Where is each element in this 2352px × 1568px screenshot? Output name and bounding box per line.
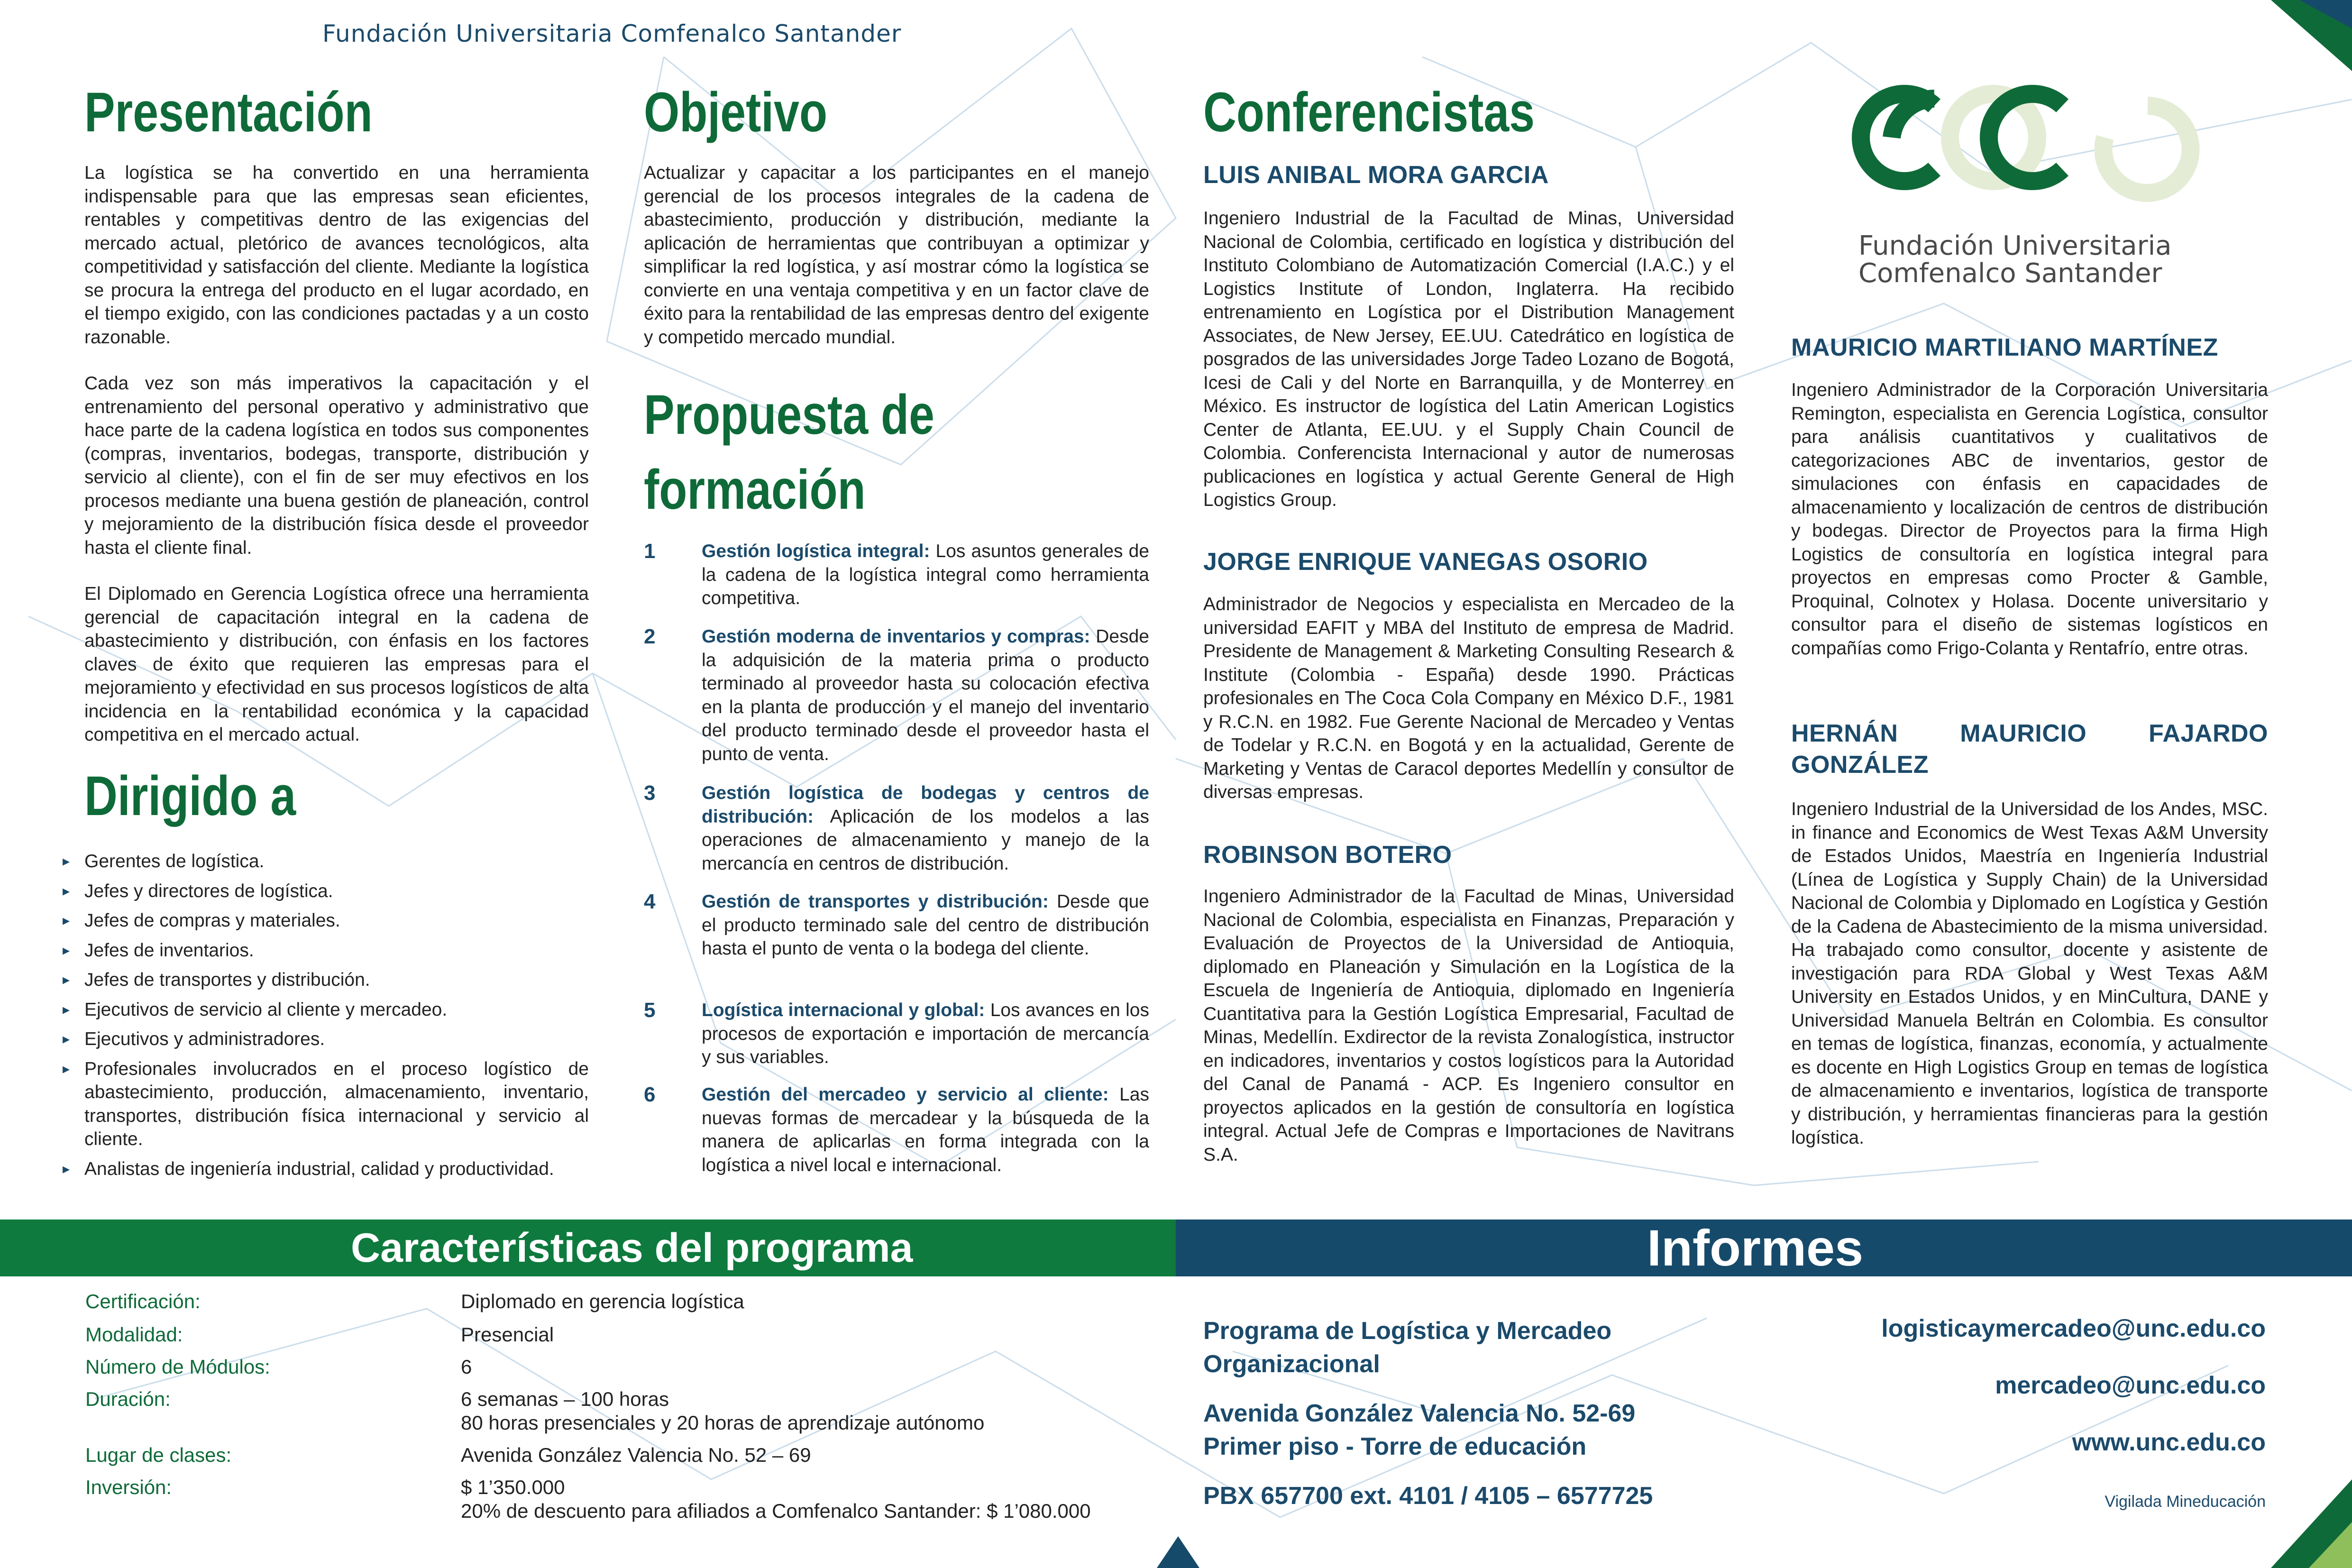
module-text xyxy=(702,540,1149,610)
propuesta-title-line2: formación xyxy=(644,458,866,521)
presentacion-title: Presentación xyxy=(84,81,373,144)
informes-address-line1: Avenida González Valencia No. 52-69 xyxy=(1203,1400,1636,1427)
module-title: Gestión moderna de inventarios y compras: xyxy=(702,626,1090,647)
module-title: Logística internacional y global: xyxy=(702,1000,985,1020)
speaker-bio-luis: Ingeniero Industrial de la Facultad de Minas, Universidad Nacional de Colombia, certificado en logística y distribución del Instituto Colombiano de Automatización Comercial (I.A.C.) y el Logistics Institute of London, Inglaterra. Ha recibido entrenamiento en Logística por el Distribution Management Associates, de New Jersey, EE.UU. Catedrático en logística de posgrados de las universidades Jorge Tadeo Lozano de Bogotá, Icesi de Cali y del Norte en Barranquilla, y de Monterrey en México. Es instructor de logística del Latin American Logistics Center de Atlanta, EE.UU. y el Supply Chain Council de Colombia. Conferencista Internacional y autor de numerosas publicaciones en logística y actual Gerente General de High Logistics Group. xyxy=(1203,208,1734,510)
module-title: Gestión logística integral: xyxy=(702,541,930,561)
list-item: ▸ Ejecutivos y administradores. xyxy=(84,1027,589,1051)
speaker-bio-hernan: Ingeniero Industrial de la Universidad de los Andes, MSC. in finance and Economics de West Texas A&M Unversity de Estados Unidos, Maestría en Ingeniería Industrial (Línea de Logística y Supply Chain) de la Universidad Nacional de Colombia y Diplomado en Logística y Gestión de la Cadena de Abastecimiento de la misma universidad. Ha trabajado como consultor, docente y asistente de investigación para RDA Global y West Texas A&M University en Estados Unidos, y en MinCultura, DANE y Universidad Manuela Beltrán en Colombia. Es consultor en temas de logística, finanzas, economía, y actualmente es docente en High Logistics Group en temas de logística de almacenamiento e inventarios, logística de transporte y distribución, y herramientas financieras para la gestión logística. xyxy=(1791,799,2268,1148)
speaker-name-mauricio: MAURICIO MARTILIANO MARTÍNEZ xyxy=(1791,334,2218,361)
logo-line2: Comfenalco Santander xyxy=(1858,258,2162,289)
presentacion-paragraph-3: El Diplomado en Gerencia Logística ofrece una herramienta gerencial de capacitación integral en la cadena de abastecimiento y distribución, con énfasis en los factores claves de éxito que requieren las empresas para el mejoramiento y efectividad en sus procesos logísticos de alta incidencia en la rentabilidad económica y la capacidad competitiva en el mercado actual. xyxy=(84,584,589,745)
char-value-line1: $ 1’350.000 xyxy=(461,1476,565,1498)
bottom-triangle-decoration xyxy=(1157,1536,1199,1568)
char-label: Lugar de clases: xyxy=(85,1444,232,1466)
email-link-mercadeo[interactable]: mercadeo@unc.edu.co xyxy=(1995,1372,2266,1399)
speaker-name-robinson: ROBINSON BOTERO xyxy=(1203,841,1452,869)
speaker-name-jorge: JORGE ENRIQUE VANEGAS OSORIO xyxy=(1203,548,1648,576)
list-item: ▸ Jefes de transportes y distribución. xyxy=(84,968,589,992)
char-value-line2: 80 horas presenciales y 20 horas de aprendizaje autónomo xyxy=(461,1412,985,1434)
informes-title: Informes xyxy=(1647,1219,1864,1276)
module-number: 2 xyxy=(644,625,656,648)
logo-text xyxy=(1858,232,2171,287)
propuesta-title-line1: Propuesta de xyxy=(644,384,934,446)
dirigido-title: Dirigido a xyxy=(84,765,296,827)
module-description: Desde la adquisición de la materia prima o producto terminado al proveedor hasta su colocación efectiva en la planta de producción y el manejo del inventario del producto terminado desde el proveedor hasta el punto de venta. xyxy=(702,626,1149,764)
char-label: Certificación: xyxy=(85,1290,201,1312)
speaker-name-luis: LUIS ANIBAL MORA GARCIA xyxy=(1203,161,1549,189)
module-title: Gestión del mercadeo y servicio al cliente: xyxy=(702,1084,1109,1105)
char-label: Modalidad: xyxy=(85,1323,183,1346)
char-value-line2: 20% de descuento para afiliados a Comfenalco Santander: $ 1’080.000 xyxy=(461,1500,1091,1522)
module-2 xyxy=(644,625,1149,766)
presentacion-paragraph-1: La logística se ha convertido en una herramienta indispensable para que las empresas sean eficientes, rentables y competitivas dentro de las exigencias del mercado actual, pletórico de avances tecnológicos, alta competitividad y satisfacción del cliente. Mediante la logística se procura la entrega del producto en el lugar acordado, en el tiempo exigido, con las condiciones pactadas y a un costo razonable. xyxy=(84,163,589,348)
module-4 xyxy=(644,890,1149,961)
logo-mark xyxy=(1840,84,2219,203)
list-item: ▸ Ejecutivos de servicio al cliente y mercadeo. xyxy=(84,998,589,1022)
char-value-line1: 6 semanas – 100 horas xyxy=(461,1388,669,1410)
logo-line1: Fundación Universitaria xyxy=(1858,230,2172,261)
module-text xyxy=(702,781,1149,875)
presentacion-body xyxy=(84,161,589,747)
informes-program-line1: Programa de Logística y Mercadeo xyxy=(1203,1317,1612,1345)
speaker-bio-jorge: Administrador de Negocios y especialista en Mercadeo de la universidad EAFIT y MBA del Instituto de empresa de Madrid. Presidente de Management & Marketing Consulting Research & Institute (Colombia - España) desde 1990. Prácticas profesionales en The Coca Cola Company en México D.F., 1981 y R.C.N. en 1982. Fue Gerente Nacional de Mercadeo y Ventas de Todelar y R.C.N. en Bogotá y en la actualidad, Gerente de Marketing y Ventas de Caracol deportes Medellín y consultor de diversas empresas. xyxy=(1203,594,1734,802)
speaker-name-hernan: HERNÁN MAURICIO FAJARDO GONZÁLEZ xyxy=(1791,720,2268,779)
module-5 xyxy=(644,999,1149,1069)
website-link[interactable]: www.unc.edu.co xyxy=(2072,1429,2266,1456)
module-description: Los asuntos generales de la cadena de la logística integral como herramienta competitiva. xyxy=(702,541,1149,608)
informes-phone: PBX 657700 ext. 4101 / 4105 – 6577725 xyxy=(1203,1482,1653,1510)
speaker-bio-robinson: Ingeniero Administrador de la Facultad de Minas, Universidad Nacional de Colombia, especialista en Finanzas, Preparación y Evaluación de Proyectos de la Universidad de Antioquia, diplomado en Planeación y Simulación en la Logística de la Escuela de Ingeniería de Antioquia, diplomado en Ingeniería Cuantitativa para la Gestión Logística Empresarial, Facultad de Minas, Medellín. Exdirector de la revista Zonalogística, instructor en indicadores, inventarios y costos logísticos para la Autoridad del Canal de Panamá - ACP. Es Ingeniero consultor en proyectos aplicados en la gestión de consultoría en logística integral. Actual Jefe de Compras e Importaciones de Navitrans S.A. xyxy=(1203,886,1734,1165)
module-description: Las nuevas formas de mercadear y la búsqueda de la manera de aplicarlas en forma integrada con la logística a nivel local e internacional. xyxy=(702,1084,1149,1175)
caracteristicas-title: Características del programa xyxy=(351,1225,913,1271)
char-value: Diplomado en gerencia logística xyxy=(461,1290,744,1312)
informes-address xyxy=(1203,1397,1635,1463)
propuesta-title xyxy=(644,377,934,527)
module-number: 3 xyxy=(644,781,656,805)
module-description: Los avances en los procesos de exportación e importación de mercancía y sus variables. xyxy=(702,1000,1150,1067)
module-title: Gestión de transportes y distribución: xyxy=(702,891,1049,912)
module-text xyxy=(702,999,1149,1069)
speaker-bio-mauricio: Ingeniero Administrador de la Corporación Universitaria Remington, especialista en Gerencia Logística, consultor para análisis cuantitativos y cualitativos de categorizaciones ABC de inventarios, gestor de simulaciones con énfasis en capacidades de almacenamiento y localización de centros de distribución y bodegas. Director de Proyectos para la firma High Logistics de consultoría en logística integral para proyectos en empresas como Procter & Gamble, Proquinal, Colnotex y Holasa. Docente universitario y consultor para el diseño de sistemas logísticos en compañías como Frigo-Colanta y Rentafrío, entre otras. xyxy=(1791,380,2268,659)
vigilada-text: Vigilada Mineducación xyxy=(2105,1493,2266,1511)
module-3 xyxy=(644,781,1149,875)
module-number: 5 xyxy=(644,999,656,1022)
email-link-logistica[interactable]: logisticaymercadeo@unc.edu.co xyxy=(1881,1315,2266,1342)
module-text xyxy=(702,890,1149,961)
module-1 xyxy=(644,540,1149,610)
corner-decoration-bottom-right xyxy=(2271,1479,2352,1568)
list-item: ▸ Gerentes de logística. xyxy=(84,850,589,873)
module-text xyxy=(702,1083,1149,1177)
corner-decoration-top-right xyxy=(2271,0,2352,71)
module-description: Desde que el producto terminado sale del centro de distribución hasta el punto de venta o la bodega del cliente. xyxy=(702,891,1149,959)
dirigido-list xyxy=(84,850,589,1187)
char-value: Avenida González Valencia No. 52 – 69 xyxy=(461,1444,811,1466)
char-label: Número de Módulos: xyxy=(85,1356,270,1378)
char-label: Duración: xyxy=(85,1388,171,1410)
module-6 xyxy=(644,1083,1149,1177)
module-number: 6 xyxy=(644,1083,656,1106)
module-number: 4 xyxy=(644,890,656,913)
presentacion-paragraph-2: Cada vez son más imperativos la capacitación y el entrenamiento del personal operativo y administrativo que hace parte de la cadena logística en todos sus componentes (compras, inventarios, bodegas, transporte, distribución y servicio al cliente), con el fin de ser muy efectivos en los procesos mediante una buena gestión de planeación, control y mejoramiento de la distribución física desde el proveedor hasta el cliente final. xyxy=(84,373,589,558)
informes-program-line2: Organizacional xyxy=(1203,1350,1380,1378)
module-text xyxy=(702,625,1149,766)
informes-program xyxy=(1203,1314,1611,1381)
char-value xyxy=(461,1476,1172,1523)
list-item: ▸ Jefes de compras y materiales. xyxy=(84,909,589,933)
char-value: Presencial xyxy=(461,1323,554,1346)
objetivo-text: Actualizar y capacitar a los participantes en el manejo gerencial de los procesos integrales de la cadena de abastecimiento, producción y distribución, mediante la aplicación de herramientas que contribuyan a optimizar y simplificar la red logística, y así mostrar cómo la logística se convierte en una ventaja competitiva y en un factor clave de éxito para la rentabilidad de las empresas dentro del exigente y competido mercado mundial. xyxy=(644,163,1149,348)
institution-logo xyxy=(1840,84,2219,298)
header-institution: Fundación Universitaria Comfenalco Santander xyxy=(322,20,902,47)
list-item: ▸ Jefes de inventarios. xyxy=(84,939,589,963)
list-item: ▸ Jefes y directores de logística. xyxy=(84,880,589,903)
conferencistas-title: Conferencistas xyxy=(1203,81,1535,144)
informes-address-line2: Primer piso - Torre de educación xyxy=(1203,1433,1587,1460)
module-number: 1 xyxy=(644,540,656,563)
char-label: Inversión: xyxy=(85,1476,172,1498)
char-value xyxy=(461,1387,1172,1435)
list-item: ▸ Analistas de ingeniería industrial, calidad y productividad. xyxy=(84,1157,589,1181)
objetivo-title: Objetivo xyxy=(644,81,828,144)
list-item: ▸ Profesionales involucrados en el proceso logístico de abastecimiento, producción, almacenamiento, inventario, transportes, distribución física internacional y servicio al cliente. xyxy=(84,1057,589,1151)
char-value: 6 xyxy=(461,1356,472,1378)
module-title: Gestión logística de bodegas y centros de distribución: xyxy=(702,783,1149,827)
module-description: Aplicación de los modelos a las operaciones de almacenamiento y manejo de la mercancía en centros de distribución. xyxy=(702,806,1149,874)
